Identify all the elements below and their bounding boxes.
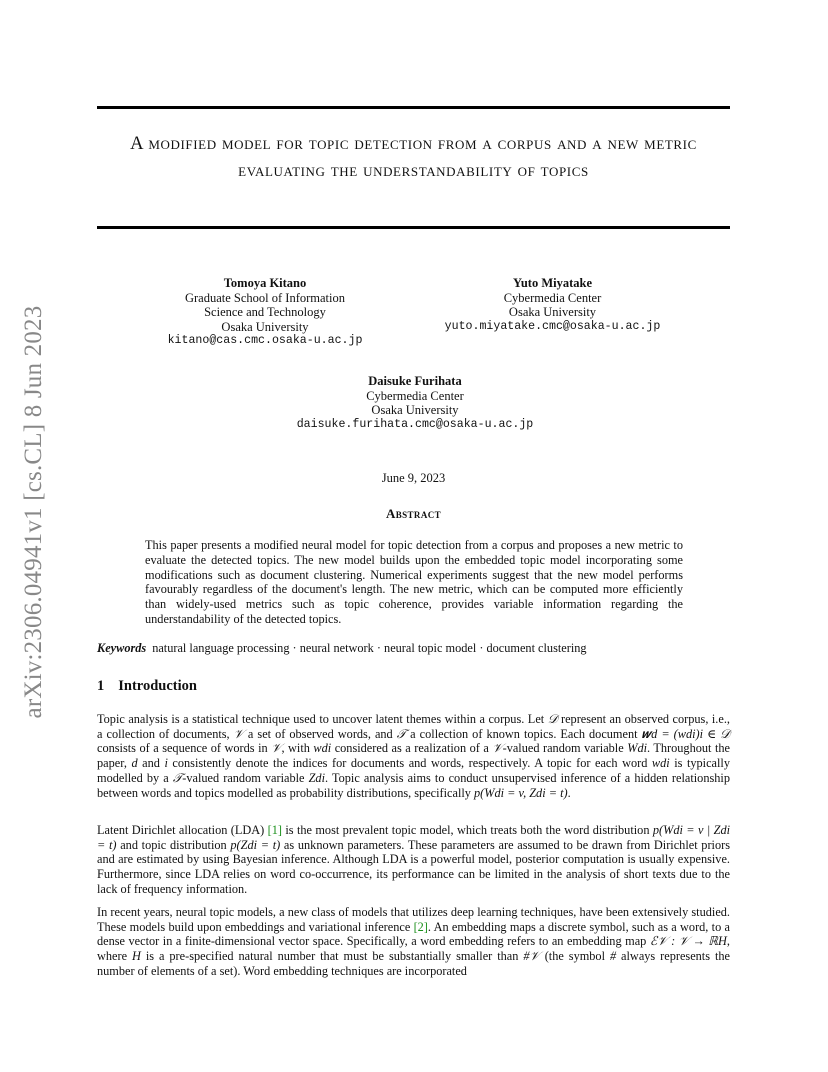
text-run: -valued random variable — [502, 741, 628, 756]
author-block-1 — [150, 276, 380, 349]
text-run: , with — [281, 741, 314, 756]
math-vocab: 𝒱 — [233, 726, 244, 741]
title-rule-top — [97, 106, 730, 109]
keywords-text: natural language processing · neural network · neural topic model · document clustering — [152, 641, 587, 655]
intro-paragraph-3 — [97, 905, 730, 979]
math-index-i: i — [164, 756, 168, 771]
text-run: always represents the number of elements of a set). Word embedding techniques are incorporated — [97, 949, 730, 978]
text-run: as unknown parameters. These parameters are assumed to be drawn from Dirichlet priors and are estimated by using Bayesian inference. Although LDA is a powerful model, posterior computation is usually expensive. Furthermore, since LDA relies on word co-occurrence, its performance can be limited in the analysis of short texts due to the lack of frequency information. — [97, 837, 730, 896]
math-word-variable: Wdi — [627, 741, 648, 756]
math-embedding-map: ℰ𝒱 : 𝒱 → ℝH — [649, 934, 727, 949]
text-run: (the symbol — [539, 949, 610, 964]
author-affiliation: Cybermedia Center — [503, 290, 602, 305]
text-run: and — [137, 756, 165, 771]
author-email: kitano@cas.cmc.osaka-u.ac.jp — [167, 334, 363, 348]
text-run: , where — [97, 934, 730, 964]
math-word: wdi — [313, 741, 332, 756]
text-run: considered as a realization of a — [331, 741, 493, 756]
math-vocab-size: #𝒱 — [523, 949, 540, 964]
author-block-3 — [270, 374, 560, 432]
arxiv-side-stamp: arXiv:2306.04941v1 [cs.CL] 8 Jun 2023 — [20, 305, 47, 719]
math-word: wdi — [651, 756, 670, 771]
author-affiliation: Osaka University — [221, 319, 309, 334]
math-hash-symbol: # — [609, 949, 617, 964]
author-email: daisuke.furihata.cmc@osaka-u.ac.jp — [296, 417, 534, 431]
author-affiliation: Cybermedia Center — [366, 388, 464, 403]
author-name: Daisuke Furihata — [368, 374, 462, 388]
text-run: represent an observed corpus, i.e., a collection of documents, — [97, 712, 730, 741]
math-topic-variable: Zdi — [308, 770, 325, 785]
math-topic-distribution: p(Zdi = t) — [230, 837, 281, 852]
author-name: Tomoya Kitano — [223, 276, 307, 290]
paper-title: A modified model for topic detection from a corpus and a new metric evaluating the understandability of topics — [130, 133, 697, 181]
text-run: . Topic analysis aims to conduct unsupervised inference of a hidden relationship between words and topics modelled as probability distributions, specifically — [97, 770, 730, 800]
text-run: . — [567, 785, 571, 800]
intro-paragraph-1 — [97, 712, 730, 800]
text-run: is a pre-specified natural number that must be substantially smaller than — [140, 949, 524, 964]
text-run: is typically modelled by a — [97, 756, 730, 785]
section-title: Introduction — [118, 678, 197, 694]
text-run: is the most prevalent topic model, which treats both the word distribution — [281, 823, 653, 837]
text-run: Topic analysis is a statistical technique used to uncover latent themes within a corpus. Let — [97, 712, 548, 726]
author-affiliation: Osaka University — [508, 305, 597, 320]
abstract-text: This paper presents a modified neural model for topic detection from a corpus and proposes a new metric to evaluate the detected topics. The new model builds upon the embedded topic model incorporating some modifications such as document clustering. Numerical experiments suggest that the new model performs favourably regardless of the document's length. The new metric, which can be computed more efficiently than widely-used metrics such as topic coherence, provides variable information regarding the understandability of the detected topics. — [145, 538, 683, 626]
math-joint-distribution: p(Wdi = v, Zdi = t) — [474, 785, 568, 800]
section-heading — [97, 678, 197, 695]
text-run: . An embedding maps a discrete symbol, such as a word, to a dense vector in a finite-dimensional vector space. Specifically, a word embedding refers to an embedding map — [97, 919, 730, 949]
paper-date: June 9, 2023 — [381, 471, 446, 485]
citation-link[interactable]: [2] — [413, 919, 428, 934]
text-run: consists of a sequence of words in — [97, 741, 272, 756]
math-corpus: 𝒟 — [547, 712, 558, 726]
math-document-def: 𝒘d = (wdi)i ∈ 𝒟 — [641, 726, 730, 741]
intro-paragraph-2 — [97, 823, 730, 897]
keywords-label: Keywords — [97, 641, 147, 655]
text-run: consistently denote the indices for documents and words, respectively. A topic for each word — [167, 756, 652, 771]
math-vocab: 𝒱 — [492, 741, 503, 756]
math-vocab: 𝒱 — [271, 741, 282, 756]
title-rule-bottom — [97, 226, 730, 229]
author-affiliation: Science and Technology — [204, 305, 326, 320]
text-run: a set of observed words, and — [243, 726, 397, 741]
math-word-distribution: p(Wdi = v | Zdi = t) — [97, 823, 731, 852]
author-affiliation: Osaka University — [371, 403, 459, 418]
abstract-heading: Abstract — [385, 506, 442, 521]
math-dimension: H — [132, 949, 141, 964]
text-run: a collection of known topics. Each document — [406, 726, 642, 741]
section-number: 1 — [97, 678, 105, 694]
author-name: Yuto Miyatake — [512, 276, 593, 290]
keywords-line — [97, 641, 730, 656]
math-topics: 𝒯 — [396, 726, 407, 741]
author-block-2 — [430, 276, 675, 334]
text-run: -valued random variable — [182, 770, 309, 785]
text-run: and topic distribution — [116, 837, 231, 852]
author-email: yuto.miyatake.cmc@osaka-u.ac.jp — [444, 319, 661, 333]
author-affiliation: Graduate School of Information — [184, 290, 346, 305]
text-run: Latent Dirichlet allocation (LDA) — [97, 823, 268, 837]
citation-link[interactable]: [1] — [267, 823, 282, 837]
math-index-d: d — [131, 756, 138, 771]
math-topics: 𝒯 — [172, 770, 183, 785]
text-run: In recent years, neural topic models, a new class of models that utilizes deep learning techniques, have been extensively studied. These models build upon embeddings and variational inference — [97, 905, 730, 934]
text-run: . Throughout the paper, — [97, 741, 730, 771]
